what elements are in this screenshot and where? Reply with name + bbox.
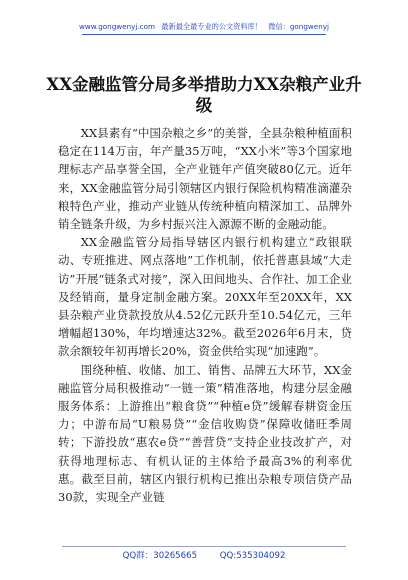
qq-group: QQ群：30265665 xyxy=(122,551,198,561)
header-divider xyxy=(82,34,326,35)
footer-contact xyxy=(0,549,408,561)
site-url[interactable]: www.gongwenyj.com xyxy=(78,22,156,31)
footer-divider xyxy=(62,546,346,547)
document-title: XX金融监管分局多举措助力XX杂粮产业升级 xyxy=(46,75,362,115)
paragraph: 围绕种植、收储、加工、销售、品牌五大环节，XX金融监管分局积极推动“一链一策”精准落地，构建分层金融服务体系：上游推出“粮食贷”“种植e贷”缓解春耕资金压力；中游布局“U粮易贷”“金信收购贷”保障收储旺季周转；下游投放“惠农e贷”“善营贷”支持企业技改扩产，对获得地理标志、有机认证的主体给予最高3%的利率优惠。截至目前，辖区内银行机构已推出杂粮专项信贷产品30款，实现全产业链 xyxy=(58,362,352,505)
document-body xyxy=(58,124,352,506)
qq-number: QQ:535304092 xyxy=(219,551,286,561)
paragraph: XX县素有“中国杂粮之乡”的美誉，全县杂粮种植面积稳定在114万亩，年产量35万吨，“XX小米”等3个国家地理标志产品享誉全国，全产业链年产值突破80亿元。近年来，XX金融监管分局引领辖区内银行保险机构精准滴灌杂粮特色产业，推动产业链从传统种植向精深加工、品牌外销全链条升级，为乡村振兴注入源源不断的金融动能。 xyxy=(58,126,352,232)
site-header xyxy=(0,22,408,32)
paragraph: XX金融监管分局指导辖区内银行机构建立“政银联动、专班推进、网点落地”工作机制，依托普惠县域“大走访”开展“链条式对接”，深入田间地头、合作社、加工企业及经销商，量身定制金融方案。20XX年至20XX年，XX县杂粮产业贷款投放从4.52亿元跃升至10.54亿元，三年增幅超130%，年均增速达32%。截至2026年6月末，贷款余额较年初再增长20%，资金供给实现“加速跑”。 xyxy=(58,235,352,359)
site-slogan: 最新最全最专业的公文资料库！ xyxy=(161,22,262,31)
wechat-id: 微信：gongwenyj xyxy=(268,22,330,31)
